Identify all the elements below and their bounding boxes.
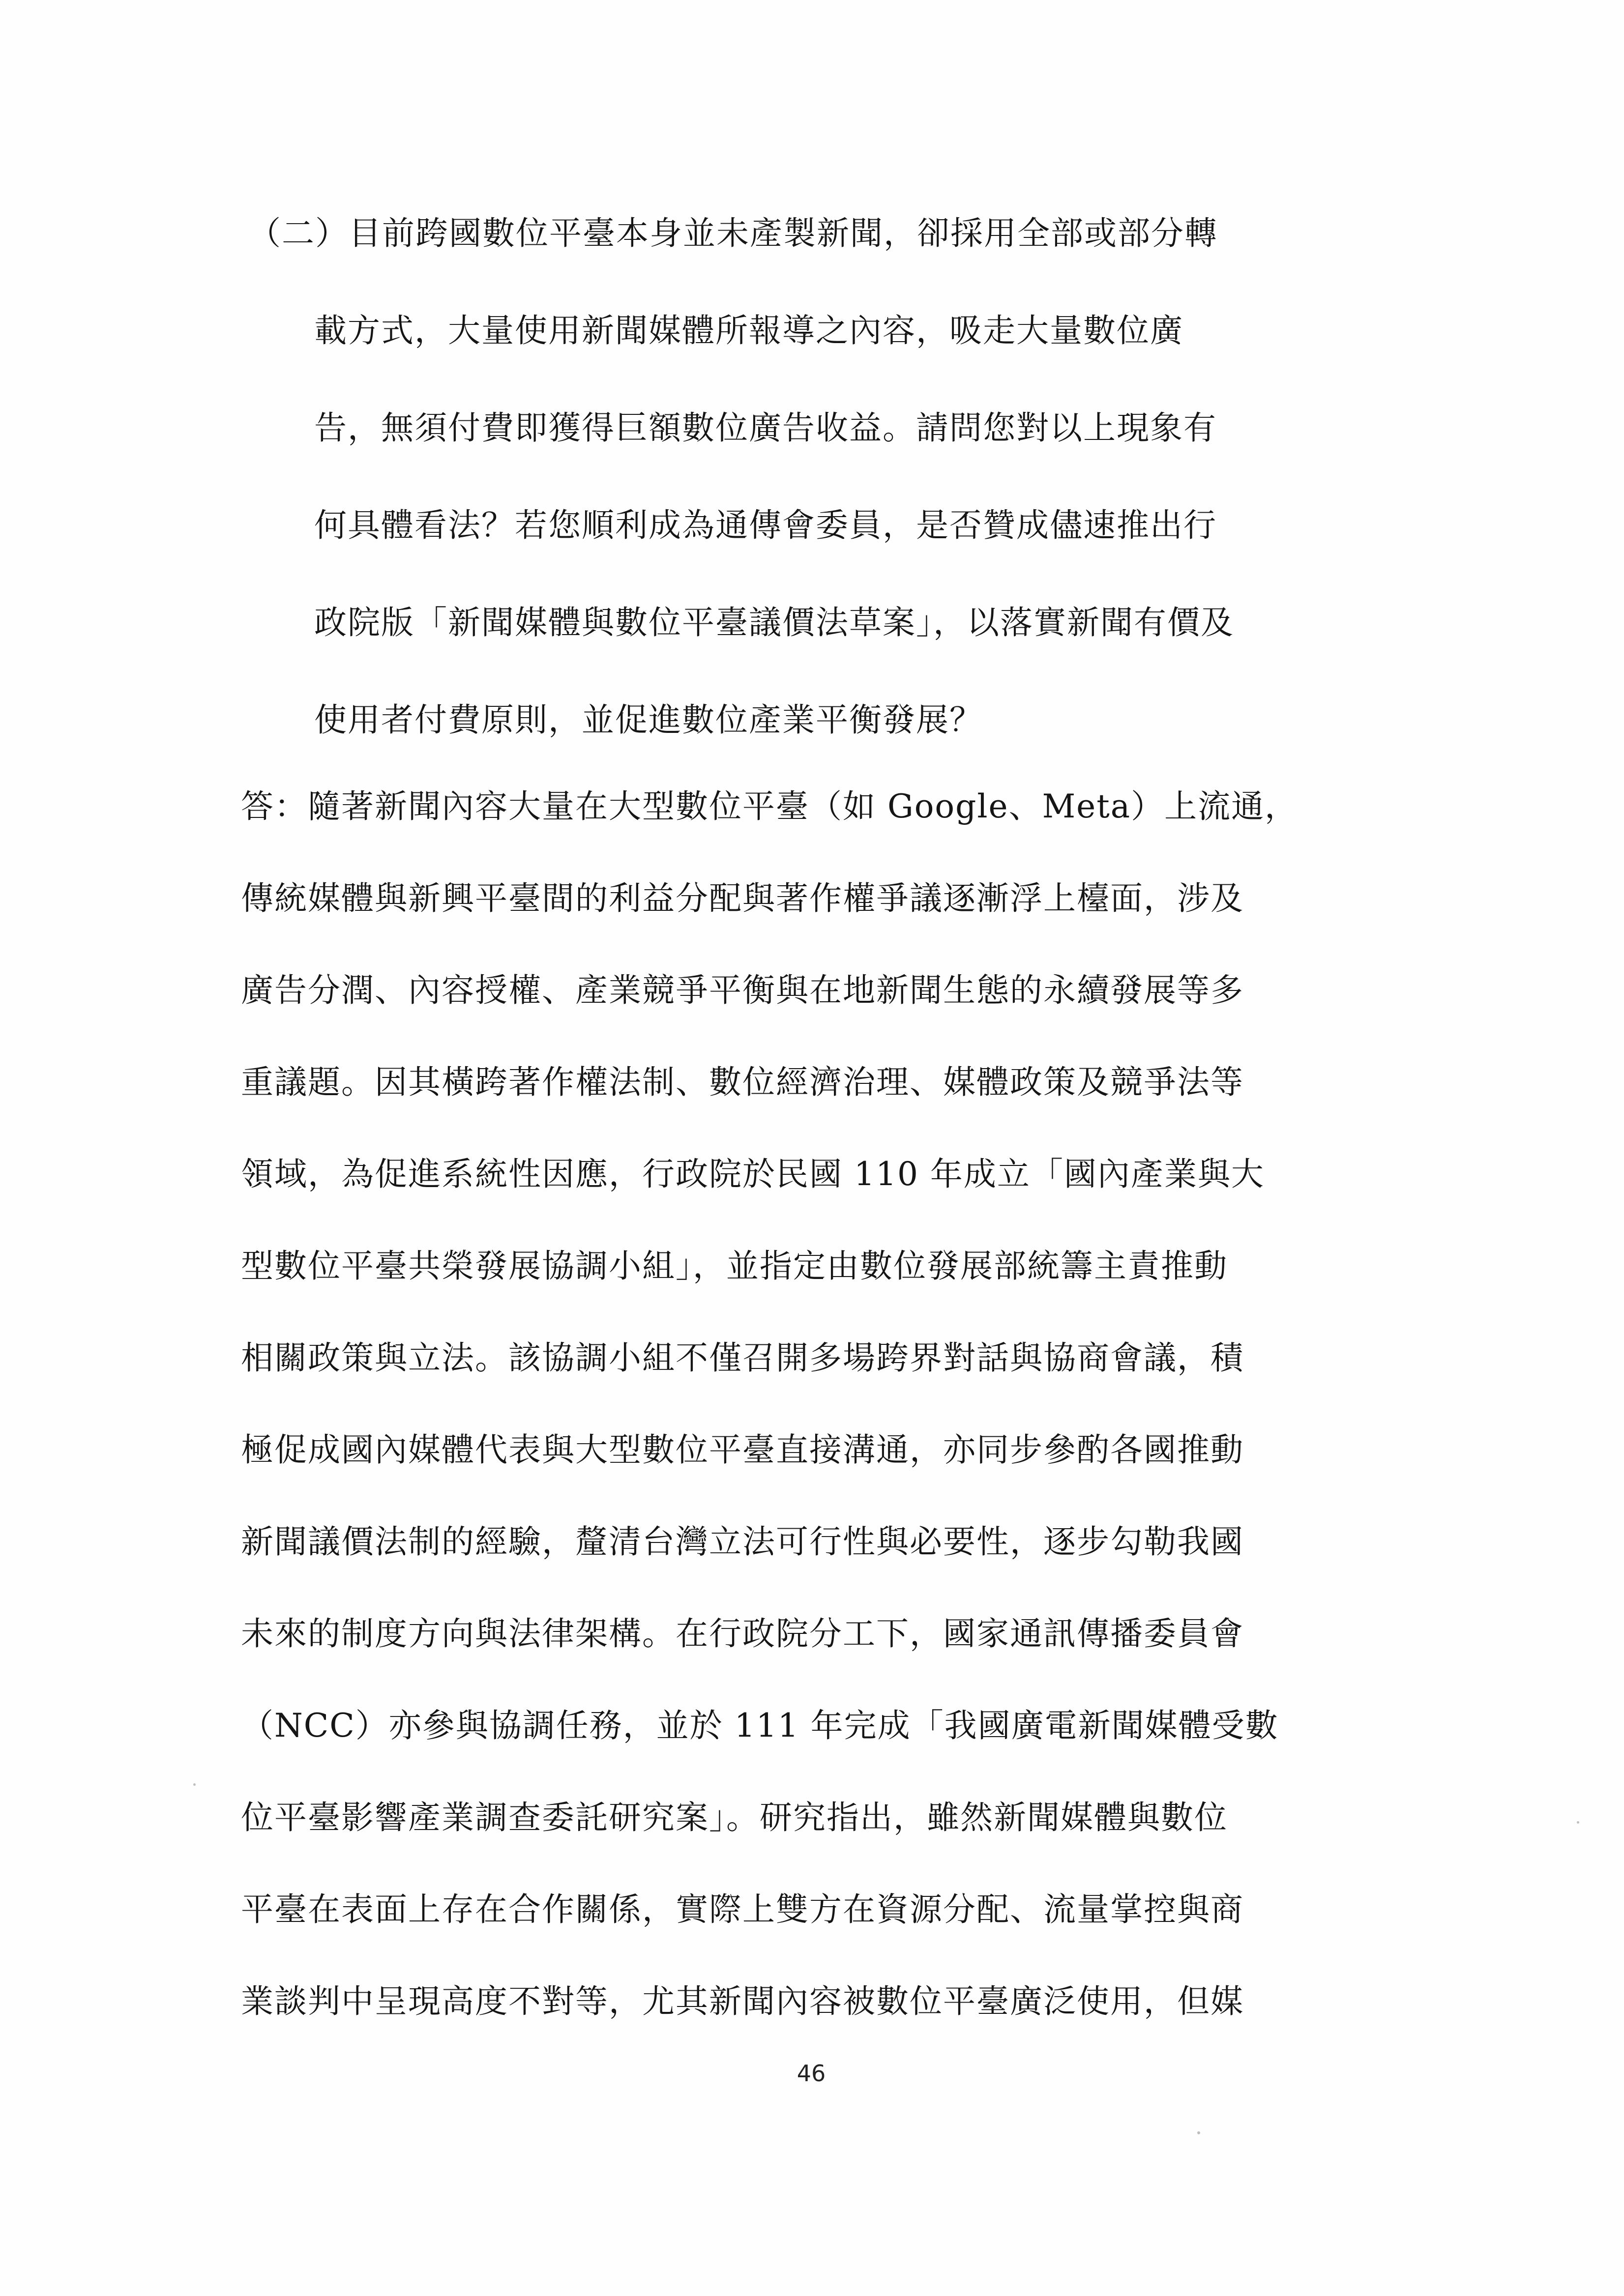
answer-line-13: 平臺在表面上存在合作關係，實際上雙方在資源分配、流量掌控與商: [241, 1890, 1244, 1928]
question-line-1: （二）目前跨國數位平臺本身並未產製新聞，卻採用全部或部分轉: [248, 214, 1218, 252]
question-line-2: 載方式，大量使用新聞媒體所報導之內容，吸走大量數位廣: [314, 312, 1183, 349]
question-line-5: 政院版「新聞媒體與數位平臺議價法草案」，以落實新聞有價及: [314, 604, 1234, 641]
question-line-3: 告，無須付費即獲得巨額數位廣告收益。請問您對以上現象有: [314, 409, 1217, 447]
answer-line-2: 傳統媒體與新興平臺間的利益分配與著作權爭議逐漸浮上檯面，涉及: [241, 879, 1244, 917]
answer-line-12: 位平臺影響產業調查委託研究案」。研究指出，雖然新聞媒體與數位: [241, 1799, 1228, 1836]
scan-speck: [1197, 2131, 1200, 2134]
question-line-4: 何具體看法？若您順利成為通傳會委員，是否贊成儘速推出行: [314, 506, 1217, 544]
answer-line-9: 新聞議價法制的經驗，釐清台灣立法可行性與必要性，逐步勾勒我國: [241, 1523, 1244, 1561]
answer-line-11: （NCC）亦參與協調任務，並於 111 年完成「我國廣電新聞媒體受數: [241, 1707, 1279, 1744]
answer-line-6: 型數位平臺共榮發展協調小組」，並指定由數位發展部統籌主責推動: [241, 1247, 1228, 1285]
answer-line-10: 未來的制度方向與法律架構。在行政院分工下，國家通訊傳播委員會: [241, 1615, 1244, 1653]
answer-line-1: 答：隨著新聞內容大量在大型數位平臺（如 Google、Meta）上流通，: [241, 787, 1299, 825]
answer-line-7: 相關政策與立法。該協調小組不僅召開多場跨界對話與協商會議，積: [241, 1339, 1244, 1377]
question-line-6: 使用者付費原則，並促進數位產業平衡發展？: [314, 701, 983, 739]
answer-line-14: 業談判中呈現高度不對等，尤其新聞內容被數位平臺廣泛使用，但媒: [241, 1982, 1244, 2020]
answer-line-5: 領域，為促進系統性因應，行政院於民國 110 年成立「國內產業與大: [241, 1155, 1265, 1193]
scan-speck: [193, 1783, 196, 1786]
page-number: 46: [797, 2060, 826, 2087]
scan-speck: [1577, 1821, 1579, 1824]
answer-line-8: 極促成國內媒體代表與大型數位平臺直接溝通，亦同步參酌各國推動: [241, 1431, 1244, 1469]
answer-line-4: 重議題。因其橫跨著作權法制、數位經濟治理、媒體政策及競爭法等: [241, 1063, 1244, 1101]
answer-line-3: 廣告分潤、內容授權、產業競爭平衡與在地新聞生態的永續發展等多: [241, 971, 1244, 1009]
